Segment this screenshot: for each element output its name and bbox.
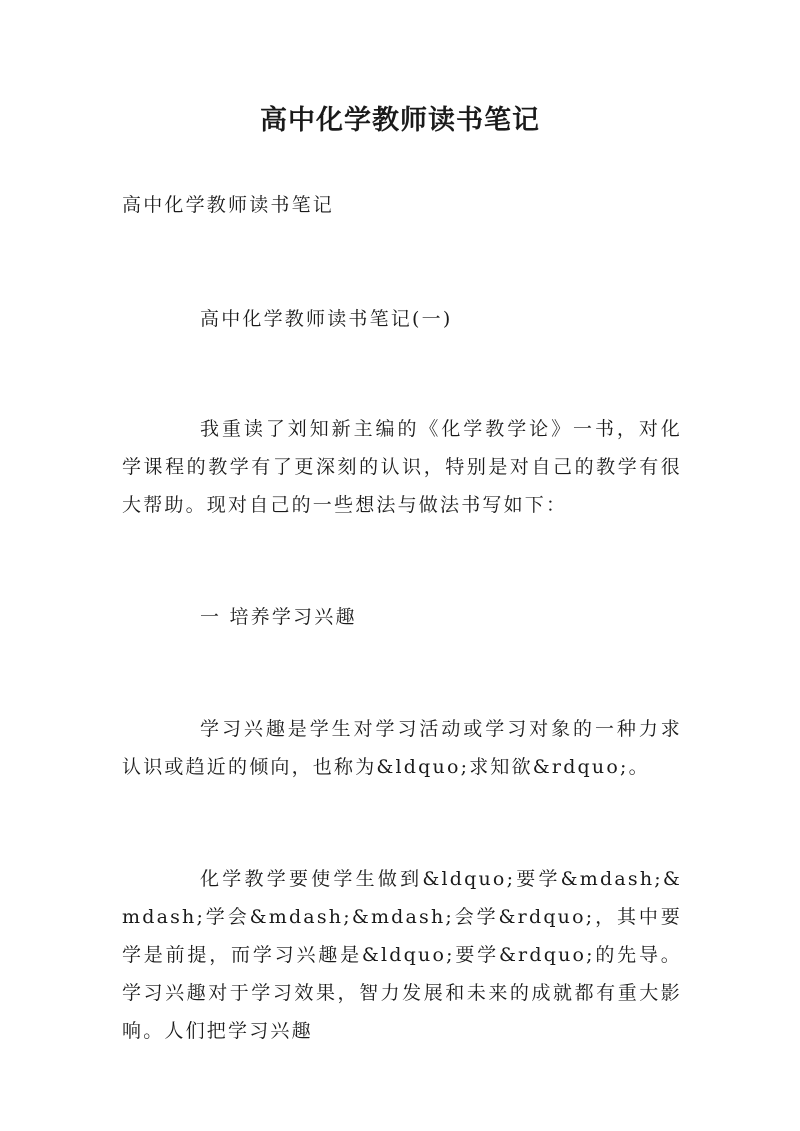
section-heading-paragraph: 高中化学教师读书笔记(一)	[200, 308, 453, 330]
teaching-goal-paragraph: 化学教学要使学生做到&ldquo;要学&mdash;&mdash;学会&mdash;&mdash;会学&rdquo;，其中要学是前提，而学习兴趣是&ldquo;要学&rdquo;的先导。学习兴趣对于学习效果，智力发展和未来的成就都有重大影响。人们把学习兴趣	[122, 868, 682, 1042]
document-title: 高中化学教师读书笔记	[260, 105, 540, 136]
subtitle-paragraph: 高中化学教师读书笔记	[122, 194, 335, 216]
point-one-heading: 一 培养学习兴趣	[200, 606, 357, 628]
intro-paragraph: 我重读了刘知新主编的《化学教学论》一书，对化学课程的教学有了更深刻的认识，特别是对自己的教学有很大帮助。现对自己的一些想法与做法书写如下：	[122, 418, 682, 516]
interest-definition-paragraph: 学习兴趣是学生对学习活动或学习对象的一种力求认识或趋近的倾向，也称为&ldquo;求知欲&rdquo;。	[122, 718, 682, 778]
